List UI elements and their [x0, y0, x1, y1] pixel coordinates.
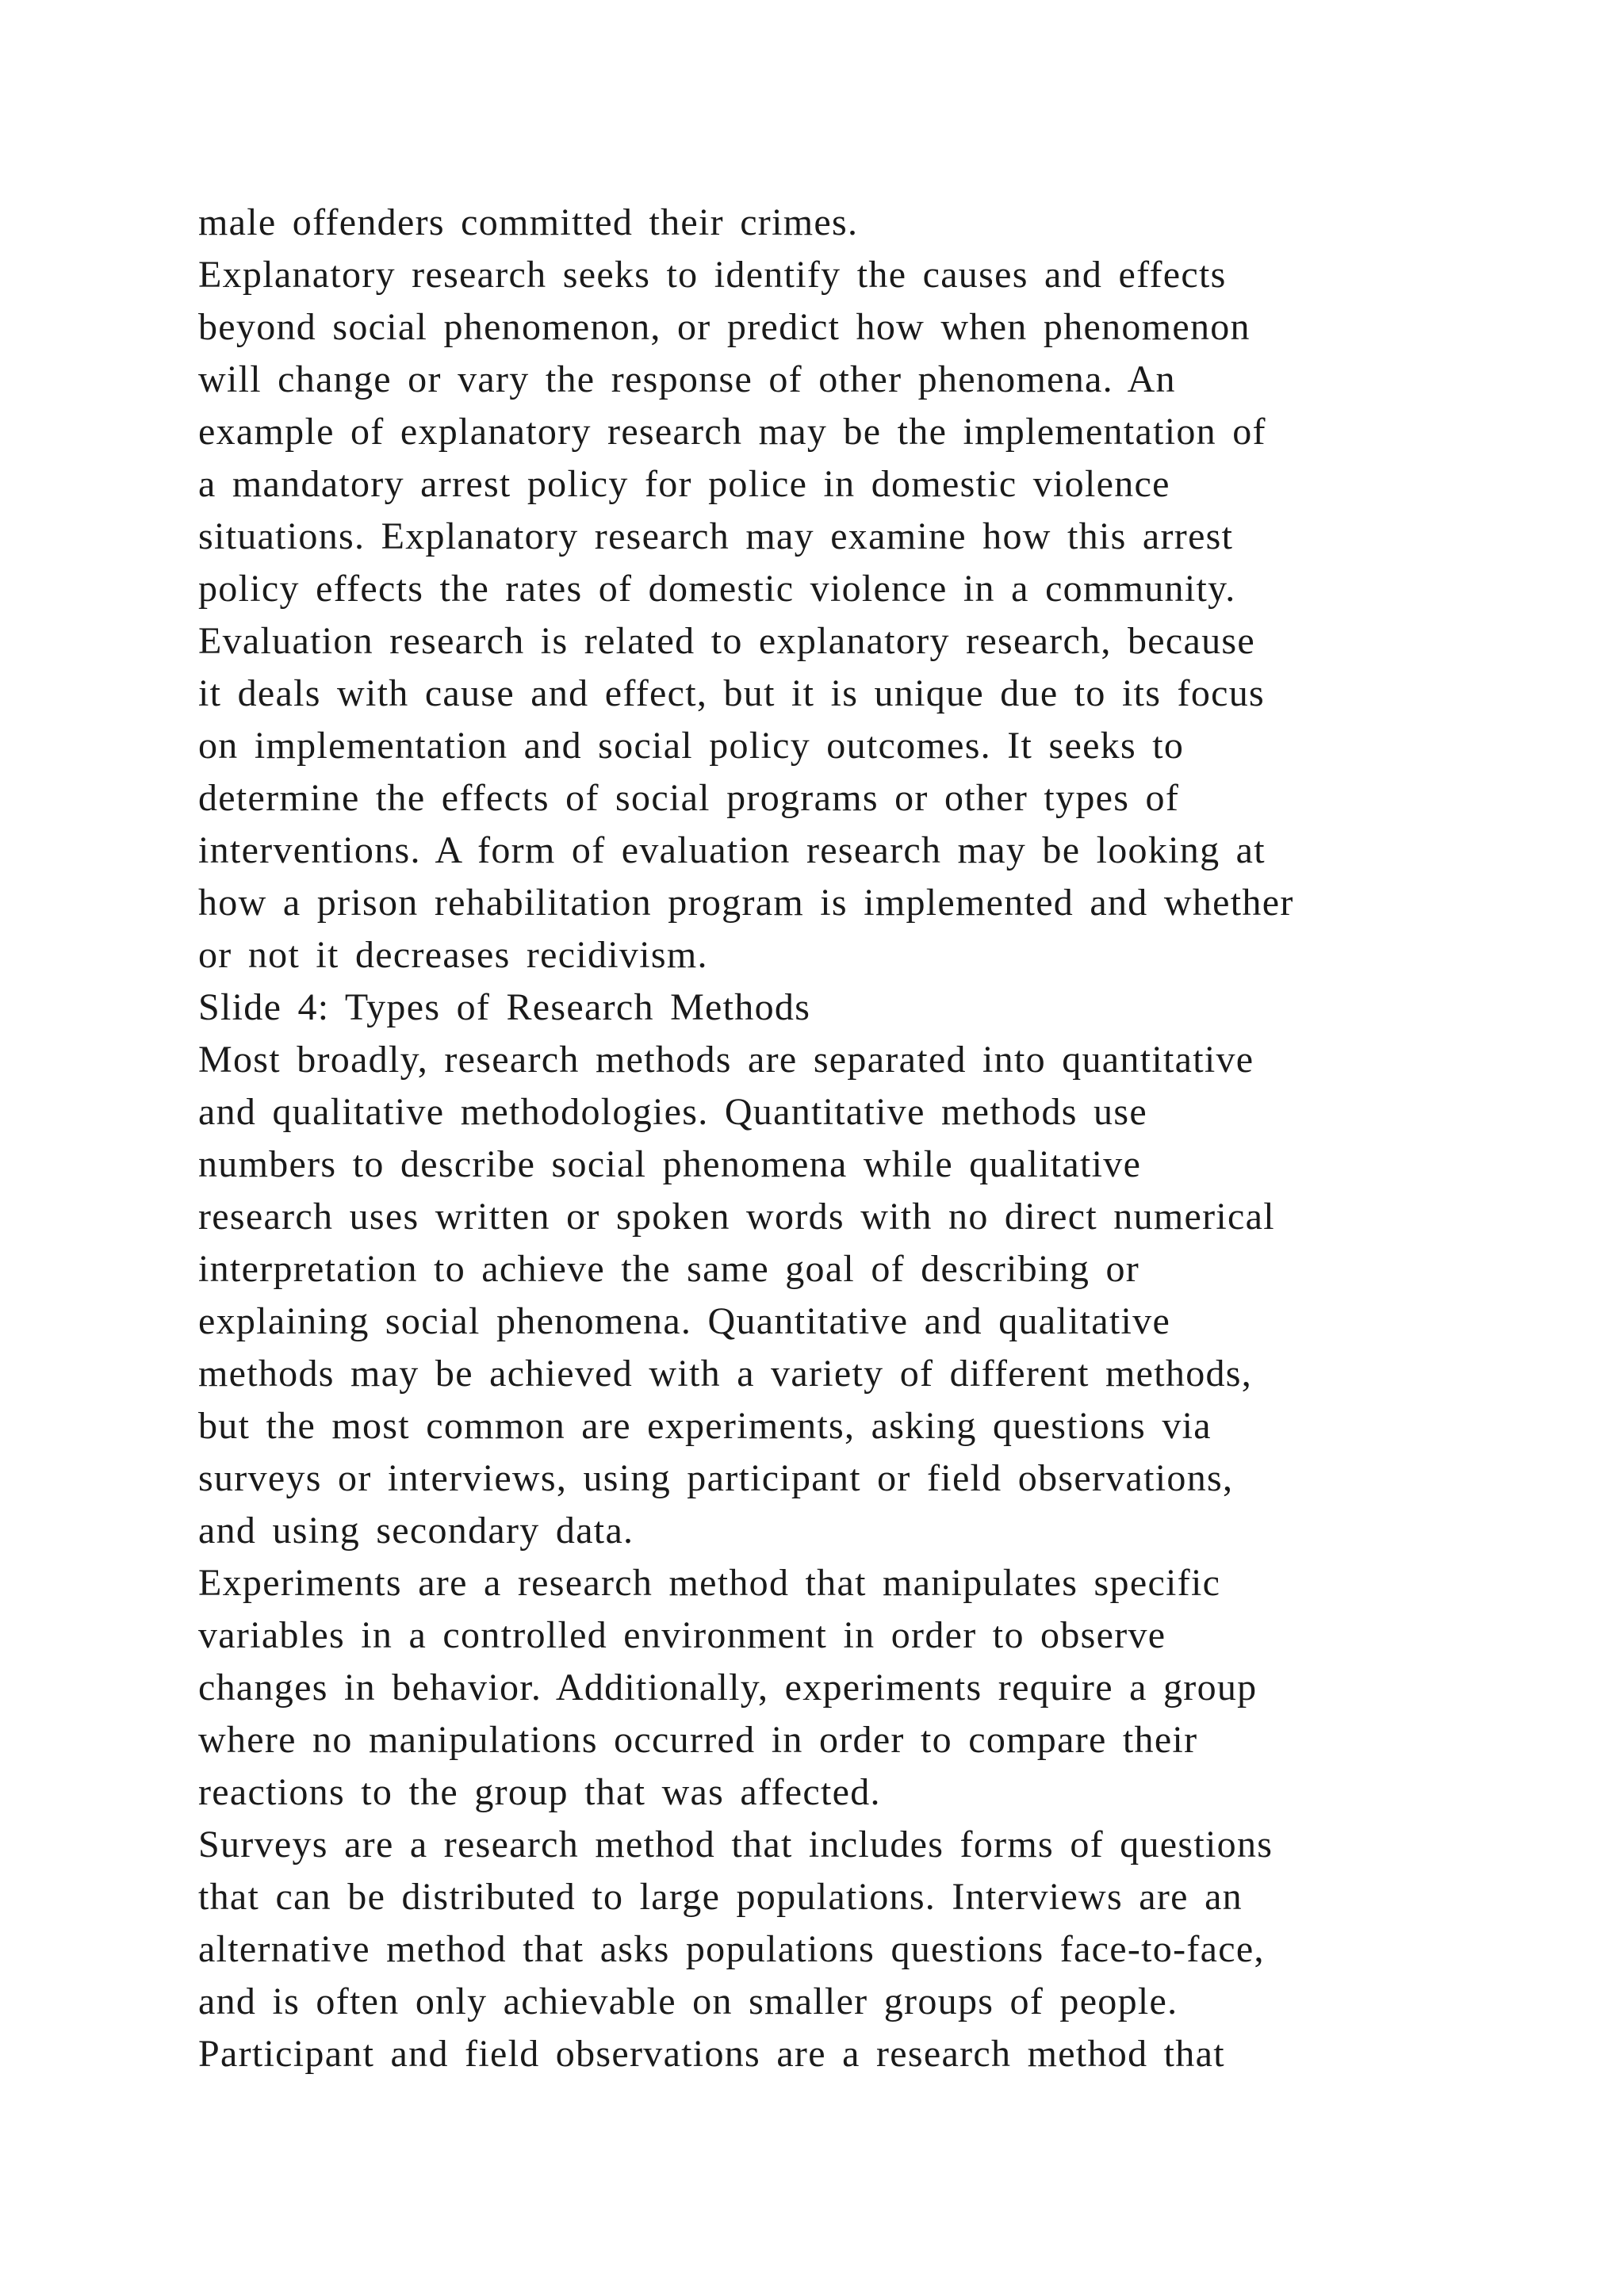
text-line: changes in behavior. Additionally, experiments require a group	[198, 1667, 1258, 1709]
text-line: on implementation and social policy outcomes. It seeks to	[198, 725, 1185, 767]
text-line: but the most common are experiments, asking questions via	[198, 1405, 1212, 1447]
text-line: reactions to the group that was affected.	[198, 1771, 881, 1813]
text-line: Evaluation research is related to explanatory research, because	[198, 620, 1255, 662]
text-line: alternative method that asks populations questions face-to-face,	[198, 1928, 1265, 1970]
text-line: where no manipulations occurred in order to compare their	[198, 1719, 1198, 1761]
text-line: research uses written or spoken words with no direct numerical	[198, 1196, 1275, 1238]
body-text	[198, 197, 1515, 2080]
text-line: explaining social phenomena. Quantitative and qualitative	[198, 1300, 1171, 1342]
text-line: surveys or interviews, using participant or field observations,	[198, 1457, 1234, 1499]
text-line: policy effects the rates of domestic violence in a community.	[198, 568, 1236, 610]
text-line: beyond social phenomenon, or predict how when phenomenon	[198, 306, 1251, 348]
text-line: interpretation to achieve the same goal of describing or	[198, 1248, 1140, 1290]
text-line: Surveys are a research method that includes forms of questions	[198, 1823, 1274, 1866]
text-line: and qualitative methodologies. Quantitative methods use	[198, 1091, 1147, 1133]
text-line: and is often only achievable on smaller groups of people.	[198, 1980, 1178, 2022]
text-line: interventions. A form of evaluation research may be looking at	[198, 829, 1266, 871]
text-line: how a prison rehabilitation program is implemented and whether	[198, 882, 1294, 924]
text-line: Most broadly, research methods are separated into quantitative	[198, 1039, 1254, 1081]
text-line: or not it decreases recidivism.	[198, 934, 708, 976]
text-line: Participant and field observations are a research method that	[198, 2033, 1225, 2075]
text-line: Experiments are a research method that manipulates specific	[198, 1562, 1221, 1604]
section-heading: Slide 4: Types of Research Methods	[198, 986, 811, 1028]
text-line: determine the effects of social programs or other types of	[198, 777, 1180, 819]
text-line: a mandatory arrest policy for police in domestic violence	[198, 463, 1170, 505]
text-line: example of explanatory research may be the implementation of	[198, 411, 1266, 453]
text-line: numbers to describe social phenomena while qualitative	[198, 1143, 1142, 1185]
text-line: methods may be achieved with a variety of different methods,	[198, 1353, 1253, 1395]
text-line: will change or vary the response of other phenomena. An	[198, 358, 1176, 400]
text-line: Explanatory research seeks to identify the causes and effects	[198, 254, 1227, 296]
text-line: situations. Explanatory research may examine how this arrest	[198, 515, 1234, 557]
text-line: that can be distributed to large populations. Interviews are an	[198, 1876, 1243, 1918]
text-line: and using secondary data.	[198, 1510, 634, 1552]
text-line: variables in a controlled environment in order to observe	[198, 1614, 1166, 1656]
text-line: male offenders committed their crimes.	[198, 201, 859, 243]
text-line: it deals with cause and effect, but it is unique due to its focus	[198, 672, 1266, 714]
